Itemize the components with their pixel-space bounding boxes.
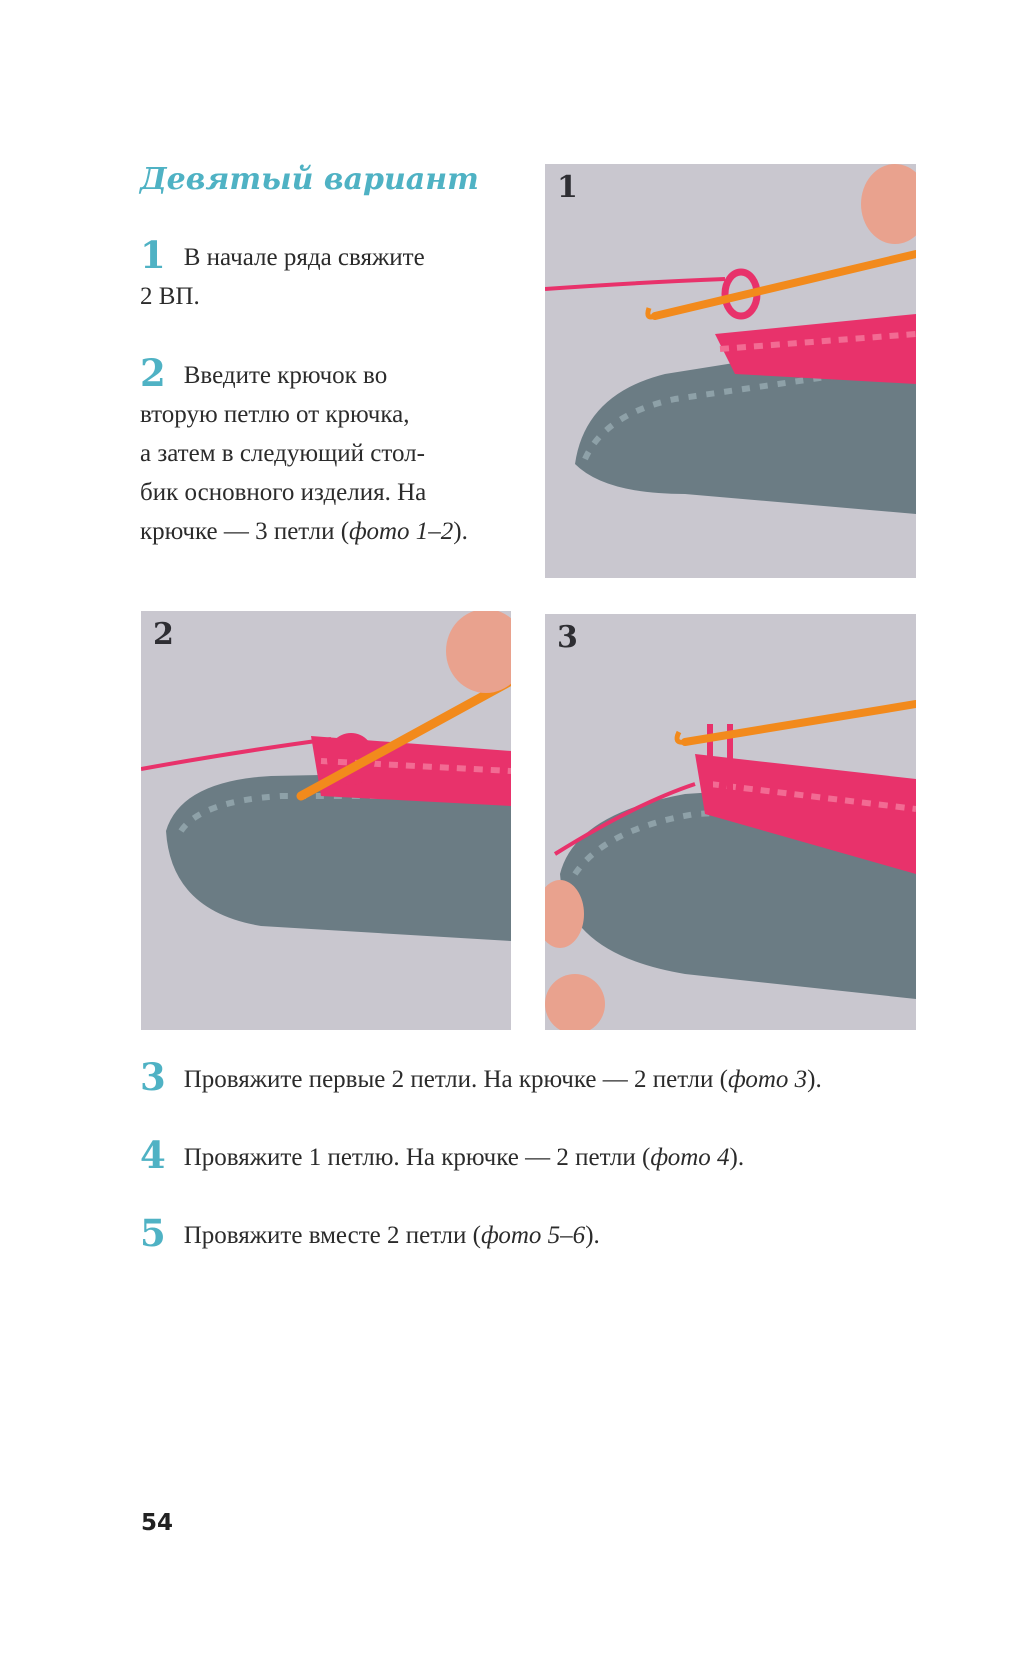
photo-1 bbox=[545, 164, 916, 578]
step-number: 1 bbox=[140, 233, 166, 277]
photo-reference: фото 5–6 bbox=[480, 1222, 586, 1249]
step-tail: ). bbox=[729, 1144, 745, 1171]
crochet-photo-2-illustration bbox=[141, 611, 511, 1030]
photo-reference: фото 4 bbox=[650, 1144, 730, 1171]
step-number: 5 bbox=[140, 1211, 166, 1255]
photo-3 bbox=[545, 614, 916, 1030]
step-text: крючке — 3 петли ( bbox=[140, 518, 350, 545]
step-line: В начале ряда свяжите bbox=[183, 244, 425, 271]
step-5 bbox=[140, 1211, 920, 1255]
step-line: вторую петлю от крючка, bbox=[140, 401, 410, 428]
page-number: 54 bbox=[141, 1510, 174, 1536]
step-tail: ). bbox=[453, 518, 468, 545]
section-heading: Девятый вариант bbox=[140, 162, 479, 197]
step-line: 2 ВП. bbox=[140, 283, 200, 310]
step-3 bbox=[140, 1055, 920, 1099]
step-tail: ). bbox=[585, 1222, 600, 1249]
step-number: 3 bbox=[140, 1055, 166, 1099]
step-text: Провяжите первые 2 петли. На крючке — 2 петли ( bbox=[183, 1066, 728, 1093]
crochet-photo-3-illustration bbox=[545, 614, 916, 1030]
step-4 bbox=[140, 1133, 920, 1177]
photo-label: 1 bbox=[557, 170, 578, 205]
photo-reference: фото 3 bbox=[727, 1066, 808, 1093]
step-line: а затем в следующий стол- bbox=[140, 440, 425, 467]
step-text: Провяжите вместе 2 петли ( bbox=[183, 1222, 481, 1249]
step-number: 4 bbox=[140, 1133, 166, 1177]
step-number: 2 bbox=[140, 351, 166, 395]
photo-label: 3 bbox=[557, 620, 578, 655]
photo-reference: фото 1–2 bbox=[349, 518, 454, 545]
photo-2 bbox=[141, 611, 511, 1030]
step-line: бик основного изделия. На bbox=[140, 479, 427, 506]
step-line: Введите крючок во bbox=[183, 362, 388, 389]
step-text: Провяжите 1 петлю. На крючке — 2 петли ( bbox=[183, 1144, 651, 1171]
step-tail: ). bbox=[807, 1066, 822, 1093]
crochet-photo-1-illustration bbox=[545, 164, 916, 578]
step-line-last bbox=[140, 512, 520, 551]
step-1 bbox=[140, 233, 520, 316]
photo-label: 2 bbox=[153, 617, 174, 652]
step-2 bbox=[140, 351, 520, 551]
